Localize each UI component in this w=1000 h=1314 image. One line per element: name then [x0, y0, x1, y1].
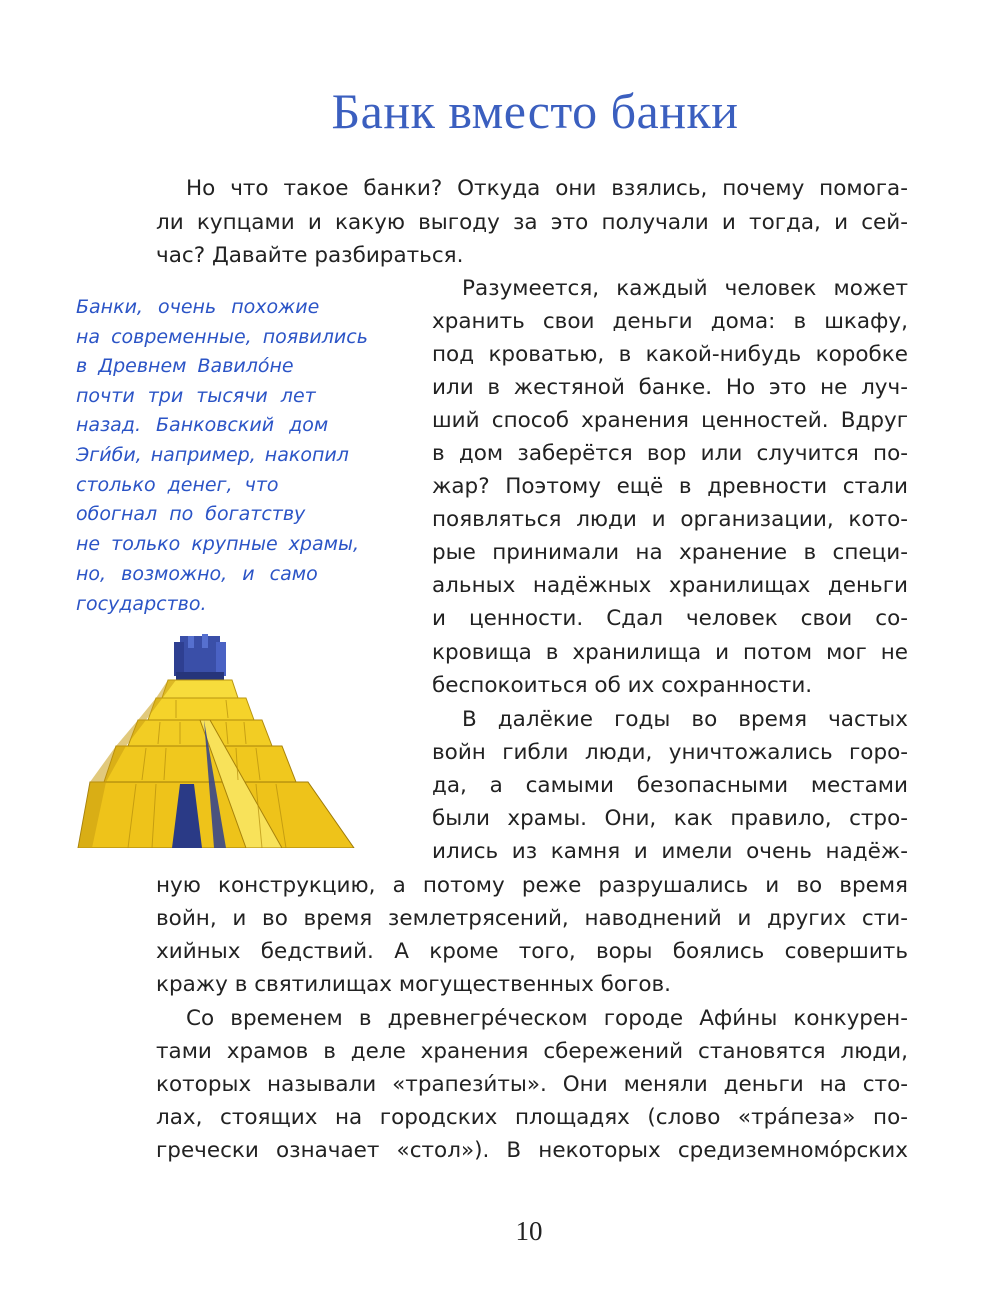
text-line: Но что такое банки? Откуда они взялись, почему помога- [186, 176, 908, 201]
sidebar-line: не только крупные храмы, [76, 533, 360, 555]
text-line: гречески означает «стол»). В некоторых средиземномо́рских [156, 1138, 908, 1163]
tier-3 [128, 720, 272, 746]
ziggurat-illustration [76, 634, 356, 848]
sidebar-line: назад. Банковский дом [76, 414, 329, 436]
sidebar-line: государство. [76, 593, 207, 615]
tier-2 [148, 698, 254, 720]
text-line: ли купцами и какую выгоду за это получали и тогда, и сей- [156, 210, 908, 235]
text-line: под кроватью, в какой-нибудь коробке [432, 342, 908, 367]
text-line: и ценности. Сдал человек свои со- [432, 606, 908, 631]
sidebar-line: почти три тысячи лет [76, 385, 316, 407]
text-line: которых называли «трапези́ты». Они меняли деньги на сто- [156, 1072, 908, 1097]
sidebar-line: обогнал по богатству [76, 503, 306, 525]
text-line: Со временем в древнегре́ческом городе Афи́ны конкурен- [186, 1006, 908, 1031]
text-line: войн, и во время землетрясений, наводнений и других сти- [156, 906, 908, 931]
text-line: хийных бедствий. А кроме того, воры боялись совершить [156, 939, 908, 964]
text-line: ную конструкцию, а потому реже разрушались и во время [156, 873, 908, 898]
sidebar-line: в Древнем Вавило́не [76, 355, 294, 377]
text-line: час? Давайте разбираться. [156, 243, 464, 268]
sidebar-line: Банки, очень похожие [76, 296, 320, 318]
text-line: тами храмов в деле хранения сбережений становятся люди, [156, 1039, 908, 1064]
text-line: ший способ хранения ценностей. Вдруг [432, 408, 908, 433]
text-line: Разумеется, каждый человек может [462, 276, 908, 301]
text-line: ились из камня и имели очень надёж- [432, 839, 908, 864]
tier-4 [104, 746, 296, 782]
text-line: альных надёжных хранилищах деньги [432, 573, 908, 598]
text-line: В далёкие годы во время частых [462, 707, 908, 732]
text-line: кровища в хранилища и потом мог не [432, 640, 908, 665]
text-line: хранить свои деньги дома: в шкафу, [432, 309, 908, 334]
text-line: войн гибли люди, уничтожались горо- [432, 740, 908, 765]
page-title: Банк вместо банки [331, 83, 739, 139]
text-line: да, а самыми безопасными местами [432, 773, 908, 798]
page-number: 10 [515, 1216, 543, 1246]
text-line: в дом заберётся вор или случится по- [432, 441, 908, 466]
sidebar-line: но, возможно, и само [76, 563, 318, 585]
sidebar-line: Эги́би, например, накопил [76, 444, 349, 466]
sidebar-line: столько денег, что [76, 474, 279, 496]
text-line: рые принимали на хранение в специ- [432, 540, 908, 565]
text-line: лах, стоящих на городских площадях (слово «тра́пеза» по- [156, 1105, 908, 1130]
sidebar-line: на современные, появились [76, 326, 368, 348]
text-line: беспокоиться об их сохранности. [432, 673, 813, 698]
text-line: или в жестяной банке. Но это не луч- [432, 375, 908, 400]
text-line: жар? Поэтому ещё в древности стали [432, 474, 908, 499]
text-line: появляться люди и организации, кото- [432, 507, 908, 532]
text-line: были храмы. Они, как правило, стро- [432, 806, 908, 831]
text-line: кражу в святилищах могущественных богов. [156, 972, 671, 997]
temple-top [180, 636, 220, 676]
